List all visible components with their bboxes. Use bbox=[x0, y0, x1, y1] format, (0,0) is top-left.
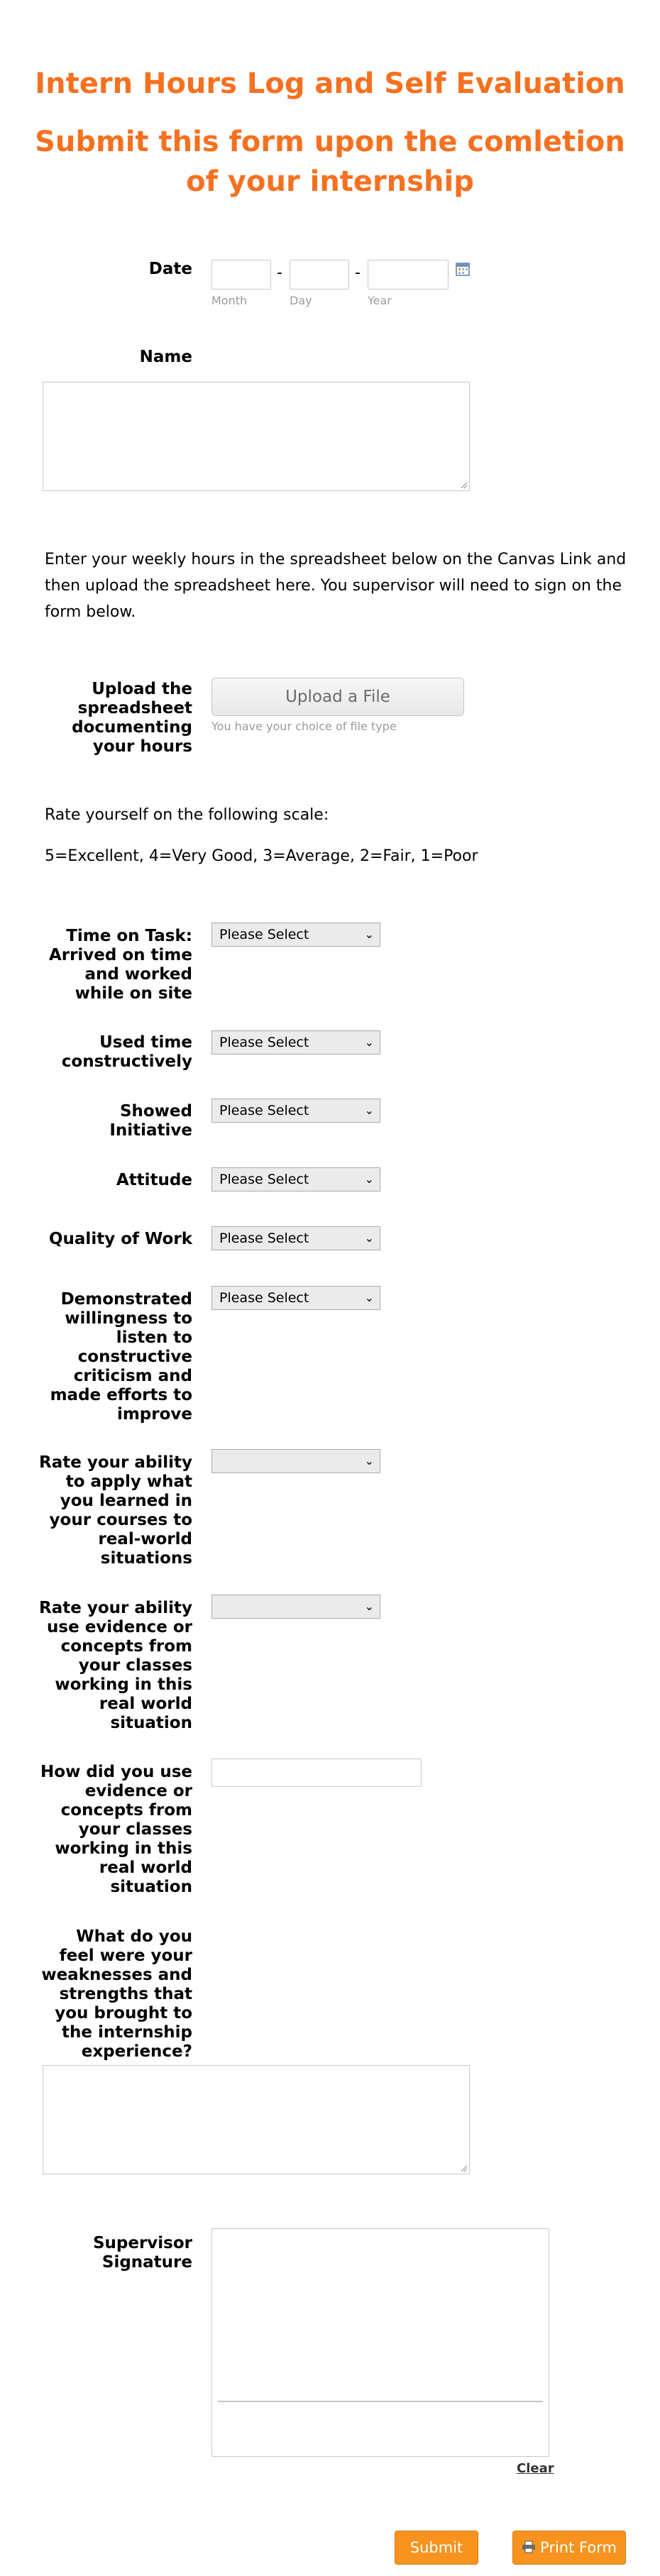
chevron-down-icon: ⌄ bbox=[364, 1231, 374, 1245]
month-input[interactable] bbox=[211, 260, 271, 290]
upload-file-button[interactable]: Upload a File bbox=[211, 678, 464, 716]
instructions-text: Enter your weekly hours in the spreadsheet below on the Canvas Link and then upload the spreadsheet here. You supervisor will need to sign on the form below. bbox=[45, 551, 627, 621]
resize-handle-icon[interactable] bbox=[461, 482, 468, 489]
weaknesses-label: What do you feel were your weaknesses and strengths that you brought to the internship experience? bbox=[41, 1927, 192, 2061]
rating-select-criticism[interactable]: Please Select ⌄ bbox=[211, 1286, 380, 1310]
rating-select-apply-learning[interactable] bbox=[211, 1449, 380, 1473]
date-separator: - bbox=[277, 264, 282, 282]
calendar-icon[interactable] bbox=[456, 262, 470, 276]
chevron-down-icon: ⌄ bbox=[364, 1454, 374, 1468]
rating-select-attitude[interactable]: Please Select ⌄ bbox=[211, 1167, 380, 1191]
day-input[interactable] bbox=[290, 260, 349, 290]
year-sublabel: Year bbox=[368, 294, 392, 307]
weaknesses-textarea[interactable] bbox=[43, 2065, 470, 2174]
print-form-label: Print Form bbox=[540, 2539, 617, 2556]
name-label: Name bbox=[139, 348, 192, 366]
signature-clear-link[interactable]: Clear bbox=[517, 2461, 554, 2476]
upload-hint: You have your choice of file type bbox=[211, 720, 397, 733]
rating-label-quality: Quality of Work bbox=[48, 1230, 192, 1248]
rating-label-use-evidence: Rate your ability use evidence or concepts from your classes working in this real world situation bbox=[39, 1599, 192, 1732]
signature-line bbox=[218, 2401, 543, 2402]
rating-label-criticism: Demonstrated willingness to listen to constructive criticism and made efforts to improve bbox=[50, 1290, 192, 1424]
printer-icon bbox=[522, 2532, 536, 2565]
submit-button[interactable]: Submit bbox=[395, 2531, 478, 2565]
rating-label-used-time: Used time constructively bbox=[61, 1033, 192, 1071]
chevron-down-icon: ⌄ bbox=[364, 1103, 374, 1117]
form-subtitle: Submit this form upon the comletion of your internship bbox=[35, 126, 625, 198]
rating-select-time-on-task[interactable]: Please Select ⌄ bbox=[211, 923, 380, 947]
date-label: Date bbox=[148, 260, 192, 278]
date-separator: - bbox=[355, 264, 361, 282]
evidence-input[interactable] bbox=[211, 1758, 422, 1787]
scale-intro: Rate yourself on the following scale: bbox=[45, 806, 329, 824]
chevron-down-icon: ⌄ bbox=[364, 928, 374, 941]
resize-handle-icon[interactable] bbox=[461, 2165, 468, 2172]
upload-label: Upload the spreadsheet documenting your hours bbox=[72, 680, 192, 756]
chevron-down-icon: ⌄ bbox=[364, 1600, 374, 1613]
rating-label-attitude: Attitude bbox=[116, 1171, 192, 1189]
rating-select-quality[interactable]: Please Select ⌄ bbox=[211, 1226, 380, 1250]
scale-legend: 5=Excellent, 4=Very Good, 3=Average, 2=Fair, 1=Poor bbox=[45, 847, 478, 865]
print-form-button[interactable] bbox=[512, 2531, 626, 2565]
chevron-down-icon: ⌄ bbox=[364, 1035, 374, 1049]
form-title: Intern Hours Log and Self Evaluation bbox=[35, 67, 625, 100]
rating-select-initiative[interactable]: Please Select ⌄ bbox=[211, 1099, 380, 1123]
chevron-down-icon: ⌄ bbox=[364, 1291, 374, 1304]
rating-select-used-time[interactable]: Please Select ⌄ bbox=[211, 1030, 380, 1055]
rating-label-initiative: Showed Initiative bbox=[109, 1102, 192, 1140]
rating-label-time-on-task: Time on Task: Arrived on time and worked while on site bbox=[48, 927, 192, 1003]
day-sublabel: Day bbox=[290, 294, 312, 307]
rating-label-apply-learning: Rate your ability to apply what you learned in your courses to real-world situations bbox=[39, 1453, 192, 1568]
rating-select-use-evidence[interactable] bbox=[211, 1595, 380, 1619]
signature-label: Supervisor Signature bbox=[92, 2234, 192, 2272]
name-textarea[interactable] bbox=[43, 382, 470, 491]
chevron-down-icon: ⌄ bbox=[364, 1172, 374, 1186]
signature-pad[interactable] bbox=[211, 2228, 549, 2457]
year-input[interactable] bbox=[368, 260, 449, 290]
evidence-label: How did you use evidence or concepts from your classes working in this real world situation bbox=[40, 1763, 192, 1896]
month-sublabel: Month bbox=[211, 294, 248, 307]
